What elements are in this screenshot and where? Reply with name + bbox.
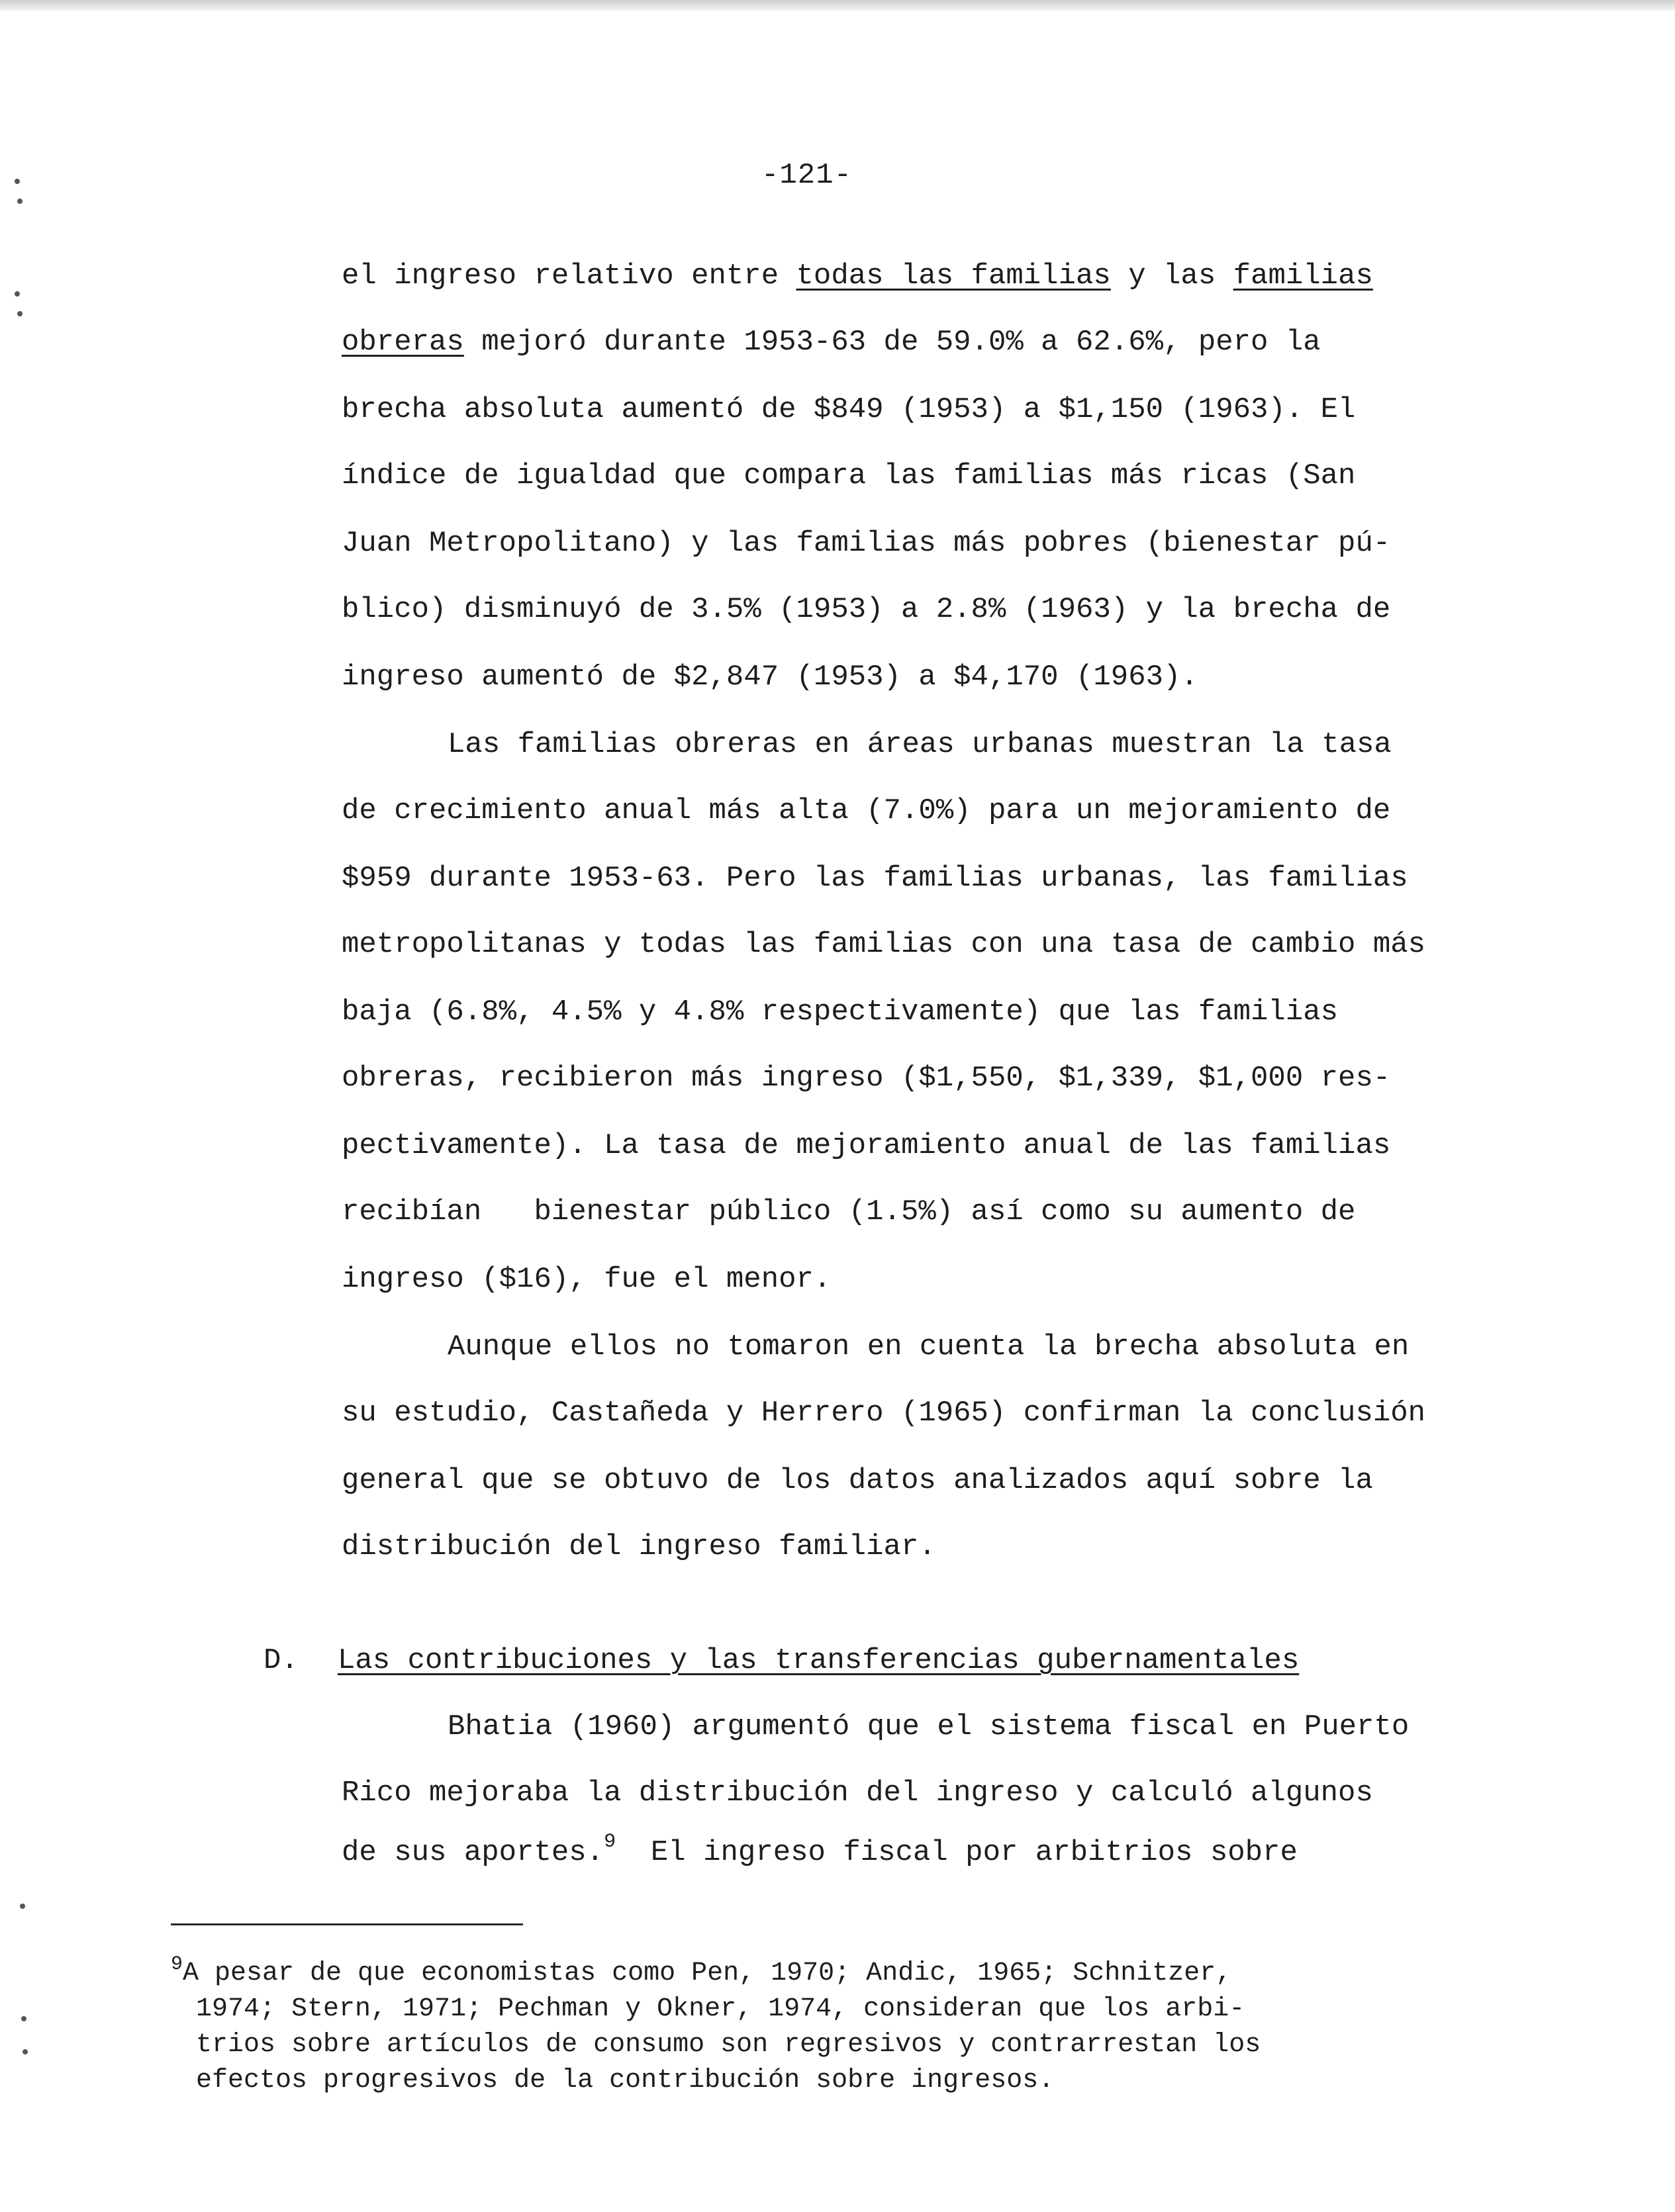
underlined-phrase: todas las familias <box>796 259 1111 293</box>
paragraph1-line7: ingreso aumentó de $2,847 (1953) a $4,170 (1963). <box>342 661 1198 694</box>
paragraph1-line1 <box>342 261 1373 291</box>
scan-speck <box>15 179 20 184</box>
page-number: -121- <box>761 159 853 192</box>
paragraph2-line5: baja (6.8%, 4.5% y 4.8% respectivamente) que las familias <box>342 995 1339 1029</box>
footnote-divider <box>171 1923 523 1925</box>
paragraph2-line7: pectivamente). La tasa de mejoramiento anual de las familias <box>342 1129 1391 1162</box>
paragraph3-line2: su estudio, Castañeda y Herrero (1965) confirman la conclusión <box>342 1397 1426 1430</box>
paragraph4-line1: Bhatia (1960) argumentó que el sistema fiscal en Puerto <box>448 1710 1410 1743</box>
footnote-marker: 9 <box>171 1953 183 1976</box>
scan-speck <box>20 1904 25 1909</box>
paragraph2-line8: recibían bienestar público (1.5%) así como su aumento de <box>342 1195 1356 1228</box>
paragraph2-line1: Las familias obreras en áreas urbanas muestran la tasa <box>448 728 1392 761</box>
footnote-line4: efectos progresivos de la contribución sobre ingresos. <box>196 2066 1055 2096</box>
paragraph2-line6: obreras, recibieron más ingreso ($1,550, $1,339, $1,000 res- <box>342 1062 1391 1095</box>
underlined-phrase: familias <box>1233 259 1373 293</box>
section-heading: Las contribuciones y las transferencias gubernamentales <box>338 1644 1300 1677</box>
paragraph2-line3: $959 durante 1953-63. Pero las familias urbanas, las familias <box>342 862 1408 895</box>
paragraph2-line2: de crecimiento anual más alta (7.0%) para un mejoramiento de <box>342 794 1391 827</box>
footnote-reference: 9 <box>604 1831 616 1853</box>
scan-speck <box>17 311 23 316</box>
text-span: A pesar de que economistas como Pen, 1970; Andic, 1965; Schnitzer, <box>183 1959 1232 1988</box>
paragraph3-line4: distribución del ingreso familiar. <box>342 1530 936 1563</box>
paragraph1-line5: Juan Metropolitano) y las familias más pobres (bienestar pú- <box>342 527 1391 560</box>
text-span: y las <box>1110 259 1233 293</box>
footnote-line2: 1974; Stern, 1971; Pechman y Okner, 1974, consideran que los arbi- <box>196 1994 1245 2024</box>
text-span: mejoró durante 1953-63 de 59.0% a 62.6%, pero la <box>463 326 1321 359</box>
text-span: El ingreso fiscal por arbitrios sobre <box>616 1836 1298 1869</box>
paragraph3-line3: general que se obtuvo de los datos analizados aquí sobre la <box>342 1464 1373 1497</box>
paragraph1-line3: brecha absoluta aumentó de $849 (1953) a $1,150 (1963). El <box>342 393 1356 426</box>
paragraph1-line6: blico) disminuyó de 3.5% (1953) a 2.8% (1963) y la brecha de <box>342 593 1391 626</box>
scan-speck <box>17 199 23 204</box>
scan-top-edge <box>0 0 1675 11</box>
footnote-line1 <box>171 1953 1232 1988</box>
section-label: D. <box>263 1644 299 1677</box>
paragraph2-line4: metropolitanas y todas las familias con una tasa de cambio más <box>342 928 1426 961</box>
paragraph1-line4: índice de igualdad que compara las familias más ricas (San <box>342 459 1356 492</box>
paragraph2-line9: ingreso ($16), fue el menor. <box>342 1263 832 1296</box>
scan-speck <box>15 291 20 297</box>
paragraph4-line2: Rico mejoraba la distribución del ingreso y calculó algunos <box>342 1776 1373 1810</box>
paragraph1-line2 <box>342 328 1321 357</box>
paragraph4-line3 <box>342 1831 1298 1869</box>
paragraph3-line1: Aunque ellos no tomaron en cuenta la brecha absoluta en <box>448 1330 1410 1363</box>
footnote-line3: trios sobre artículos de consumo son regresivos y contrarrestan los <box>196 2030 1261 2060</box>
underlined-phrase: obreras <box>342 326 464 359</box>
text-span: de sus aportes. <box>342 1836 604 1869</box>
scan-speck <box>21 2016 26 2021</box>
scan-speck <box>23 2049 28 2054</box>
text-span: el ingreso relativo entre <box>342 259 796 293</box>
